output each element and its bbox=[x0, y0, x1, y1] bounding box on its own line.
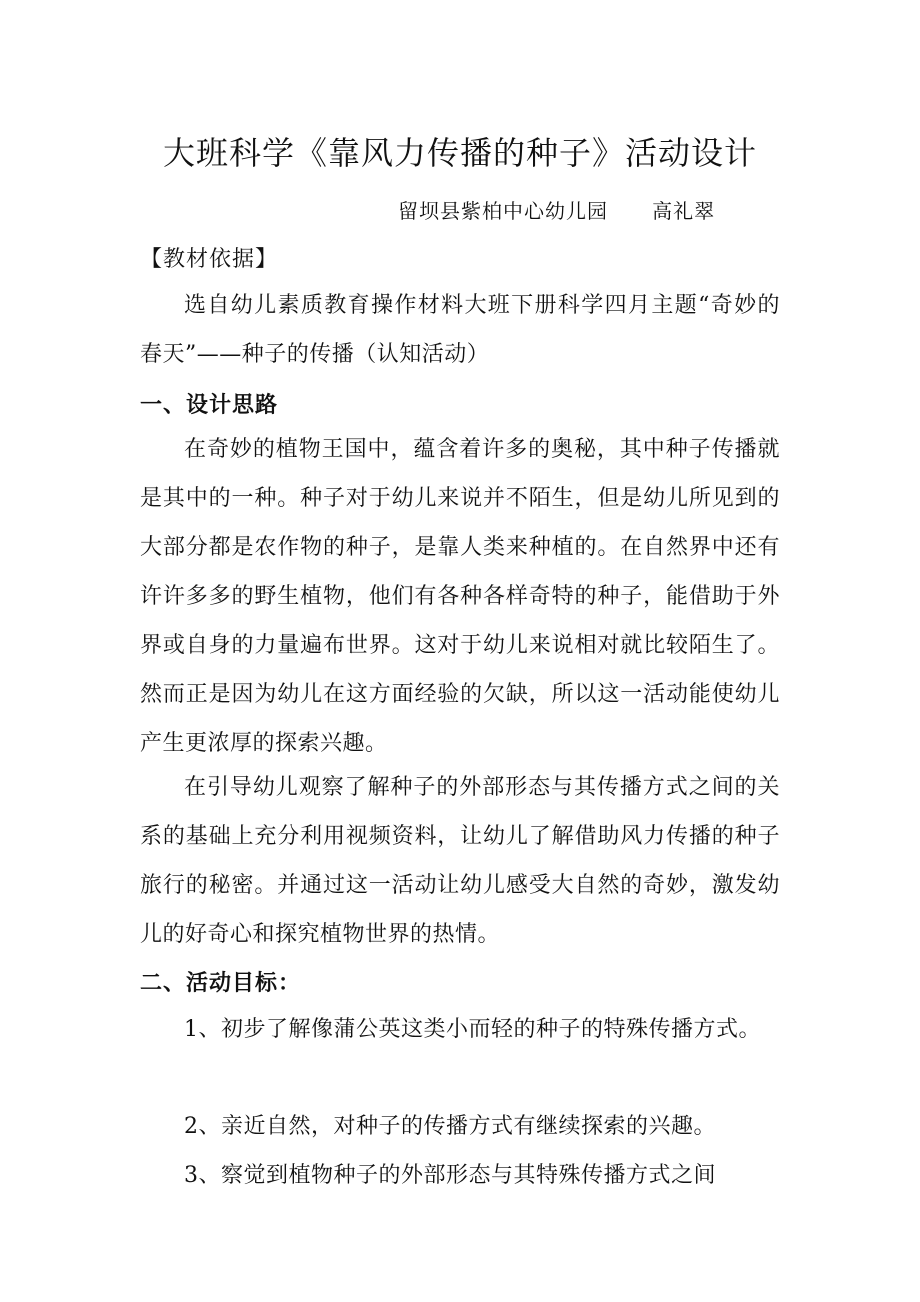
goal-item-3: 3、察觉到植物种子的外部形态与其特殊传播方式之间 bbox=[184, 1163, 716, 1188]
section1-paragraph-2: 在引导幼儿观察了解种子的外部形态与其传播方式之间的关系的基础上充分利用视频资料，让幼儿了解借助风力传播的种子旅行的秘密。并通过这一活动让幼儿感受大自然的奇妙，激发幼儿的好奇心和探究植物世界的热情。 bbox=[140, 775, 780, 947]
goal-item-2: 2、亲近自然，对种子的传播方式有继续探索的兴趣。 bbox=[184, 1114, 716, 1139]
basis-label: 【教材依据】 bbox=[140, 247, 279, 272]
author-line: 留坝县紫柏中心幼儿园 高礼翠 bbox=[398, 199, 716, 223]
section1-paragraph-1: 在奇妙的植物王国中，蕴含着许多的奥秘，其中种子传播就是其中的一种。种子对于幼儿来说并不陌生，但是幼儿所见到的大部分都是农作物的种子，是靠人类来种植的。在自然界中还有许许多多的野生植物，他们有各种各样奇特的种子，能借助于外界或自身的力量遍布世界。这对于幼儿来说相对就比较陌生了。然而正是因为幼儿在这方面经验的欠缺，所以这一活动能使幼儿产生更浓厚的探索兴趣。 bbox=[140, 437, 780, 756]
section1-heading: 一、设计思路 bbox=[140, 393, 279, 418]
goal-item-1: 1、初步了解像蒲公英这类小而轻的种子的特殊传播方式。 bbox=[184, 1017, 761, 1042]
basis-paragraph: 选自幼儿素质教育操作材料大班下册科学四月主题“奇妙的春天”——种子的传播（认知活动） bbox=[140, 293, 780, 367]
document-title: 大班科学《靠风力传播的种子》活动设计 bbox=[162, 134, 757, 172]
section2-heading: 二、活动目标： bbox=[140, 971, 302, 996]
